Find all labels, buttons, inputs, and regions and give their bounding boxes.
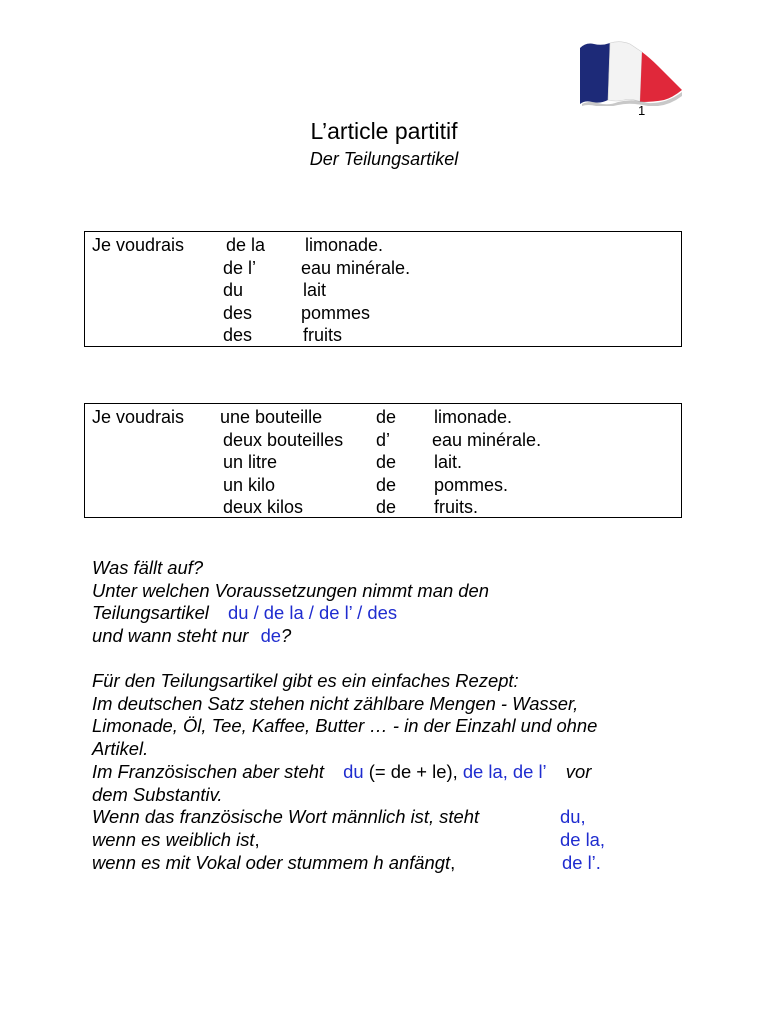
recipe-comma: , [254,828,260,850]
question-line: Was fällt auf? [92,557,204,578]
de-la-form: de la, [560,828,605,850]
recipe-text: wenn es mit Vokal oder stummem h anfängt [92,851,451,873]
question-block [92,557,732,652]
table1-subject: Je voudrais [92,235,185,255]
table1-noun: eau minérale. [301,257,411,278]
recipe-line [92,806,479,829]
question-mark: ? [281,625,292,647]
table2-quantity: deux kilos [223,497,304,517]
table2-prep: de [376,497,397,517]
du-explanation: (= de + le), [368,760,458,782]
table2-prep: de [376,407,397,427]
du-form: du [343,760,364,782]
table1-noun: lait [303,280,327,300]
table1-noun: fruits [303,325,343,345]
recipe-text: vor [565,760,592,782]
recipe-line [92,852,455,875]
page-subtitle: Der Teilungsartikel [309,149,459,169]
question-line: Unter welchen Voraussetzungen nimmt man den [92,579,489,601]
table1-article: des [223,325,253,345]
de-form: de [260,625,282,647]
recipe-line [92,829,260,852]
table2-noun: lait. [434,452,463,472]
recipe-line [92,761,652,784]
question-text: Teilungsartikel [92,602,209,624]
french-flag-icon [578,40,684,106]
table2-quantity: une bouteille [220,407,323,427]
table2-prep: de [376,452,397,472]
table1-article: de la [226,235,266,255]
recipe-line: Im deutschen Satz stehen nicht zählbare Mengen - Wasser, [92,692,579,714]
table2-noun: limonade. [434,407,513,427]
page-title: L’article partitif [310,118,458,144]
recipe-text: wenn es weiblich ist [92,828,255,850]
table2-prep: de [376,474,397,495]
question-line [92,625,291,648]
table2-prep: d’ [376,429,391,450]
partitive-forms: du / de la / de l’ / des [228,602,398,624]
de-l-form: de l’. [562,851,601,873]
table2-noun: pommes. [434,474,509,495]
recipe-block [92,670,732,880]
recipe-text: Im Französischen aber steht [92,760,325,782]
du-form: du, [560,806,586,828]
recipe-text: Wenn das französische Wort männlich ist, steht [92,806,480,828]
table1-noun: limonade. [305,235,384,255]
table2-subject: Je voudrais [92,407,185,427]
table1-article: du [223,280,244,300]
recipe-comma: , [450,851,456,873]
recipe-line: Artikel. [92,738,149,760]
quantity-de-table [84,403,682,518]
table2-quantity: un litre [223,452,278,472]
table2-noun: fruits. [434,497,479,517]
table1-noun: pommes [301,302,371,323]
page-number: 1 [638,103,646,118]
table1-article: des [223,302,253,323]
recipe-line: dem Substantiv. [92,783,223,805]
partitive-article-table [84,231,682,347]
table2-noun: eau minérale. [432,429,542,450]
table2-quantity: deux bouteilles [223,429,344,450]
question-text: und wann steht nur [92,625,249,647]
de-la-forms: de la, de l’ [462,760,547,782]
table1-article: de l’ [223,257,257,278]
table2-quantity: un kilo [223,474,276,495]
recipe-line: Für den Teilungsartikel gibt es ein einfaches Rezept: [92,670,519,691]
recipe-line: Limonade, Öl, Tee, Kaffee, Butter … - in der Einzahl und ohne [92,715,598,737]
question-line [92,602,397,625]
